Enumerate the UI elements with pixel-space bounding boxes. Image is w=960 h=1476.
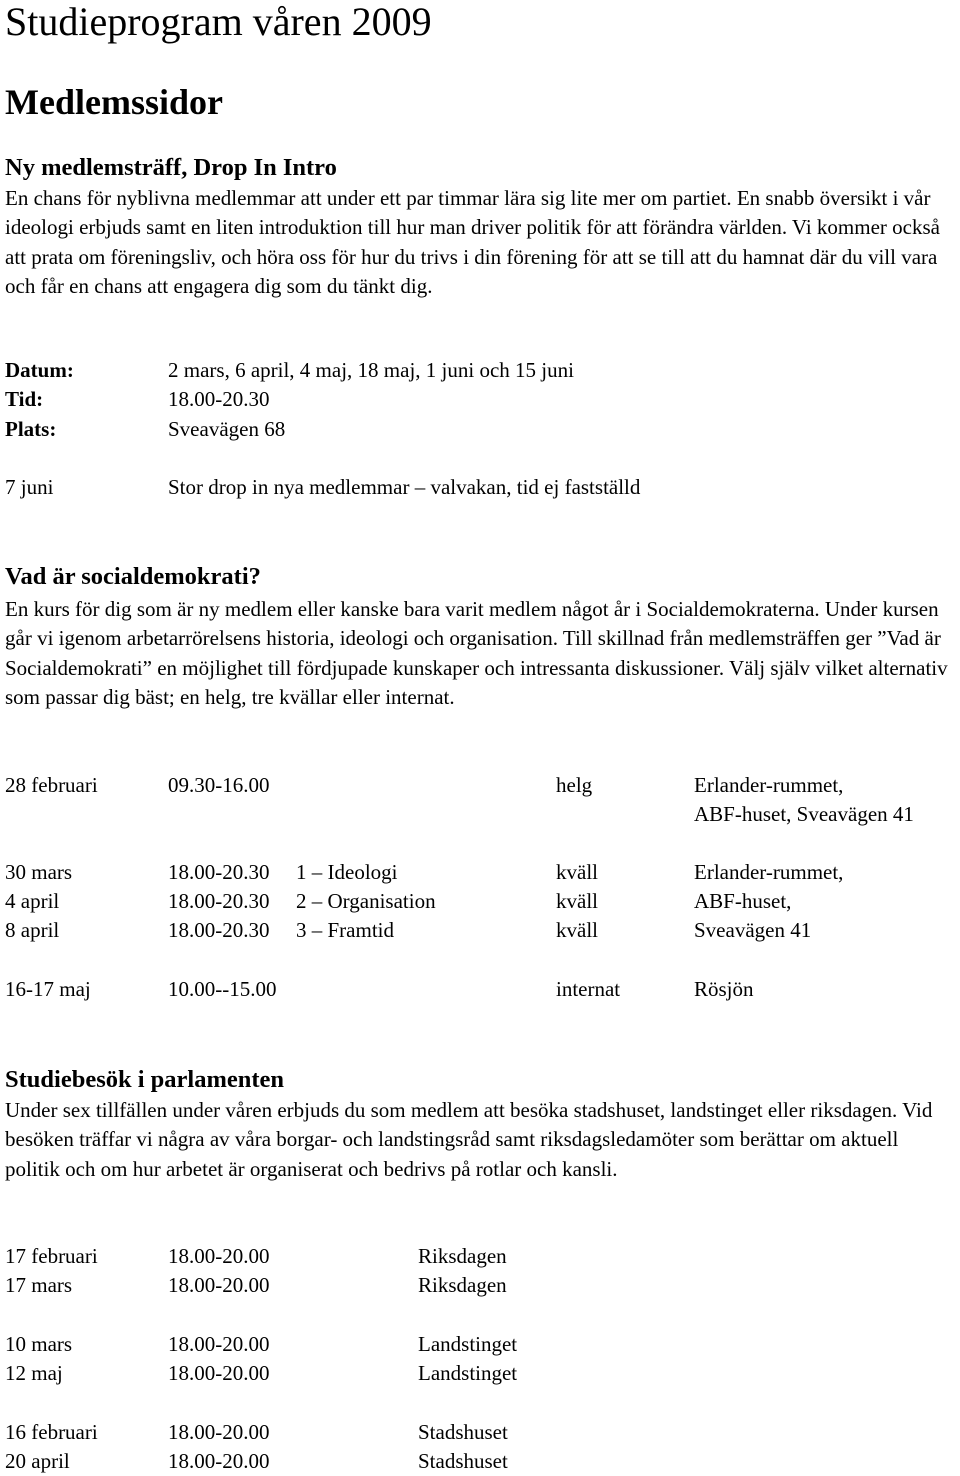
course-place: Erlander-rummet, [694, 860, 844, 884]
tid-value: 18.00-20.30 [168, 387, 270, 411]
visit-time: 18.00-20.00 [168, 1420, 270, 1444]
visit-date: 20 april [5, 1449, 70, 1473]
section-body-socialdemokrati: En kurs för dig som är ny medlem eller kanske bara varit medlem något år i Socialdemokraterna. Under kursen går vi igenom arbetarrörelsens historia, ideologi och organisation. Till skillnad från medlemsträffen ger ”Vad är Socialdemokrati” en möjlighet till fördjupade kunskaper och intressanta diskussioner. Välj själv vilket alternativ som passar dig bäst; en helg, tre kvällar eller internat. [5, 597, 948, 710]
visit-place: Stadshuset [418, 1449, 508, 1473]
plats-value: Sveavägen 68 [168, 417, 286, 441]
course-time: 18.00-20.30 [168, 918, 270, 942]
course-place: Erlander-rummet, [694, 773, 844, 797]
visit-time: 18.00-20.00 [168, 1361, 270, 1385]
visit-place: Landstinget [418, 1332, 518, 1356]
plats-label: Plats: [5, 417, 57, 441]
visit-place: Riksdagen [418, 1273, 507, 1297]
datum-label: Datum: [5, 358, 74, 382]
course-time: 18.00-20.30 [168, 860, 270, 884]
course-date: 28 februari [5, 773, 98, 797]
course-time: 10.00--15.00 [168, 977, 277, 1001]
visit-time: 18.00-20.00 [168, 1244, 270, 1268]
visit-time: 18.00-20.00 [168, 1449, 270, 1473]
visit-time: 18.00-20.00 [168, 1332, 270, 1356]
page-subtitle: Medlemssidor [5, 82, 223, 122]
course-topic: 2 – Organisation [296, 889, 436, 913]
visit-date: 10 mars [5, 1332, 73, 1356]
visit-place: Landstinget [418, 1361, 518, 1385]
course-time: 18.00-20.30 [168, 889, 270, 913]
tid-label: Tid: [5, 387, 44, 411]
visit-place: Riksdagen [418, 1244, 507, 1268]
visit-date: 12 maj [5, 1361, 63, 1385]
extra-text: Stor drop in nya medlemmar – valvakan, tid ej fastställd [168, 475, 641, 499]
course-topic: 3 – Framtid [296, 918, 394, 942]
extra-date: 7 juni [5, 475, 54, 499]
course-place: ABF-huset, Sveavägen 41 [694, 802, 914, 826]
course-place: ABF-huset, [694, 889, 792, 913]
course-type: helg [556, 773, 593, 797]
course-time: 09.30-16.00 [168, 773, 270, 797]
course-type: kväll [556, 918, 598, 942]
course-place: Sveavägen 41 [694, 918, 812, 942]
section-body-studiebesok: Under sex tillfällen under våren erbjuds du som medlem att besöka stadshuset, landstinget eller riksdagen. Vid besöken träffar vi några av våra borgar- och landstingsråd samt riksdagsledamöter som berättar om aktuell politik och om hur arbetet är organiserat och bedrivs på rotlar och kansli. [5, 1098, 933, 1181]
section-heading-studiebesok: Studiebesök i parlamenten [5, 1066, 285, 1093]
course-type: kväll [556, 860, 598, 884]
course-place: Rösjön [694, 977, 754, 1001]
section-heading-drop-in: Ny medlemsträff, Drop In Intro [5, 154, 337, 181]
visit-date: 17 februari [5, 1244, 98, 1268]
course-date: 30 mars [5, 860, 73, 884]
visit-date: 16 februari [5, 1420, 98, 1444]
course-type: kväll [556, 889, 598, 913]
visit-time: 18.00-20.00 [168, 1273, 270, 1297]
section-body-drop-in: En chans för nyblivna medlemmar att under ett par timmar lära sig lite mer om partiet. En snabb översikt i vår ideologi erbjuds samt en liten introduktion till hur man driver politik för att förändra världen. Vi kommer också att prata om föreningsliv, och höra oss för hur du trivs i din förening för att se till att du hamnat där du vill vara och får en chans att engagera dig som du tänkt dig. [5, 186, 940, 299]
course-date: 16-17 maj [5, 977, 91, 1001]
visit-date: 17 mars [5, 1273, 73, 1297]
course-date: 4 april [5, 889, 60, 913]
datum-value: 2 mars, 6 april, 4 maj, 18 maj, 1 juni och 15 juni [168, 358, 574, 382]
page-title: Studieprogram våren 2009 [5, 0, 432, 44]
visit-place: Stadshuset [418, 1420, 508, 1444]
course-type: internat [556, 977, 621, 1001]
section-heading-socialdemokrati: Vad är socialdemokrati? [5, 563, 261, 590]
course-date: 8 april [5, 918, 60, 942]
course-topic: 1 – Ideologi [296, 860, 398, 884]
